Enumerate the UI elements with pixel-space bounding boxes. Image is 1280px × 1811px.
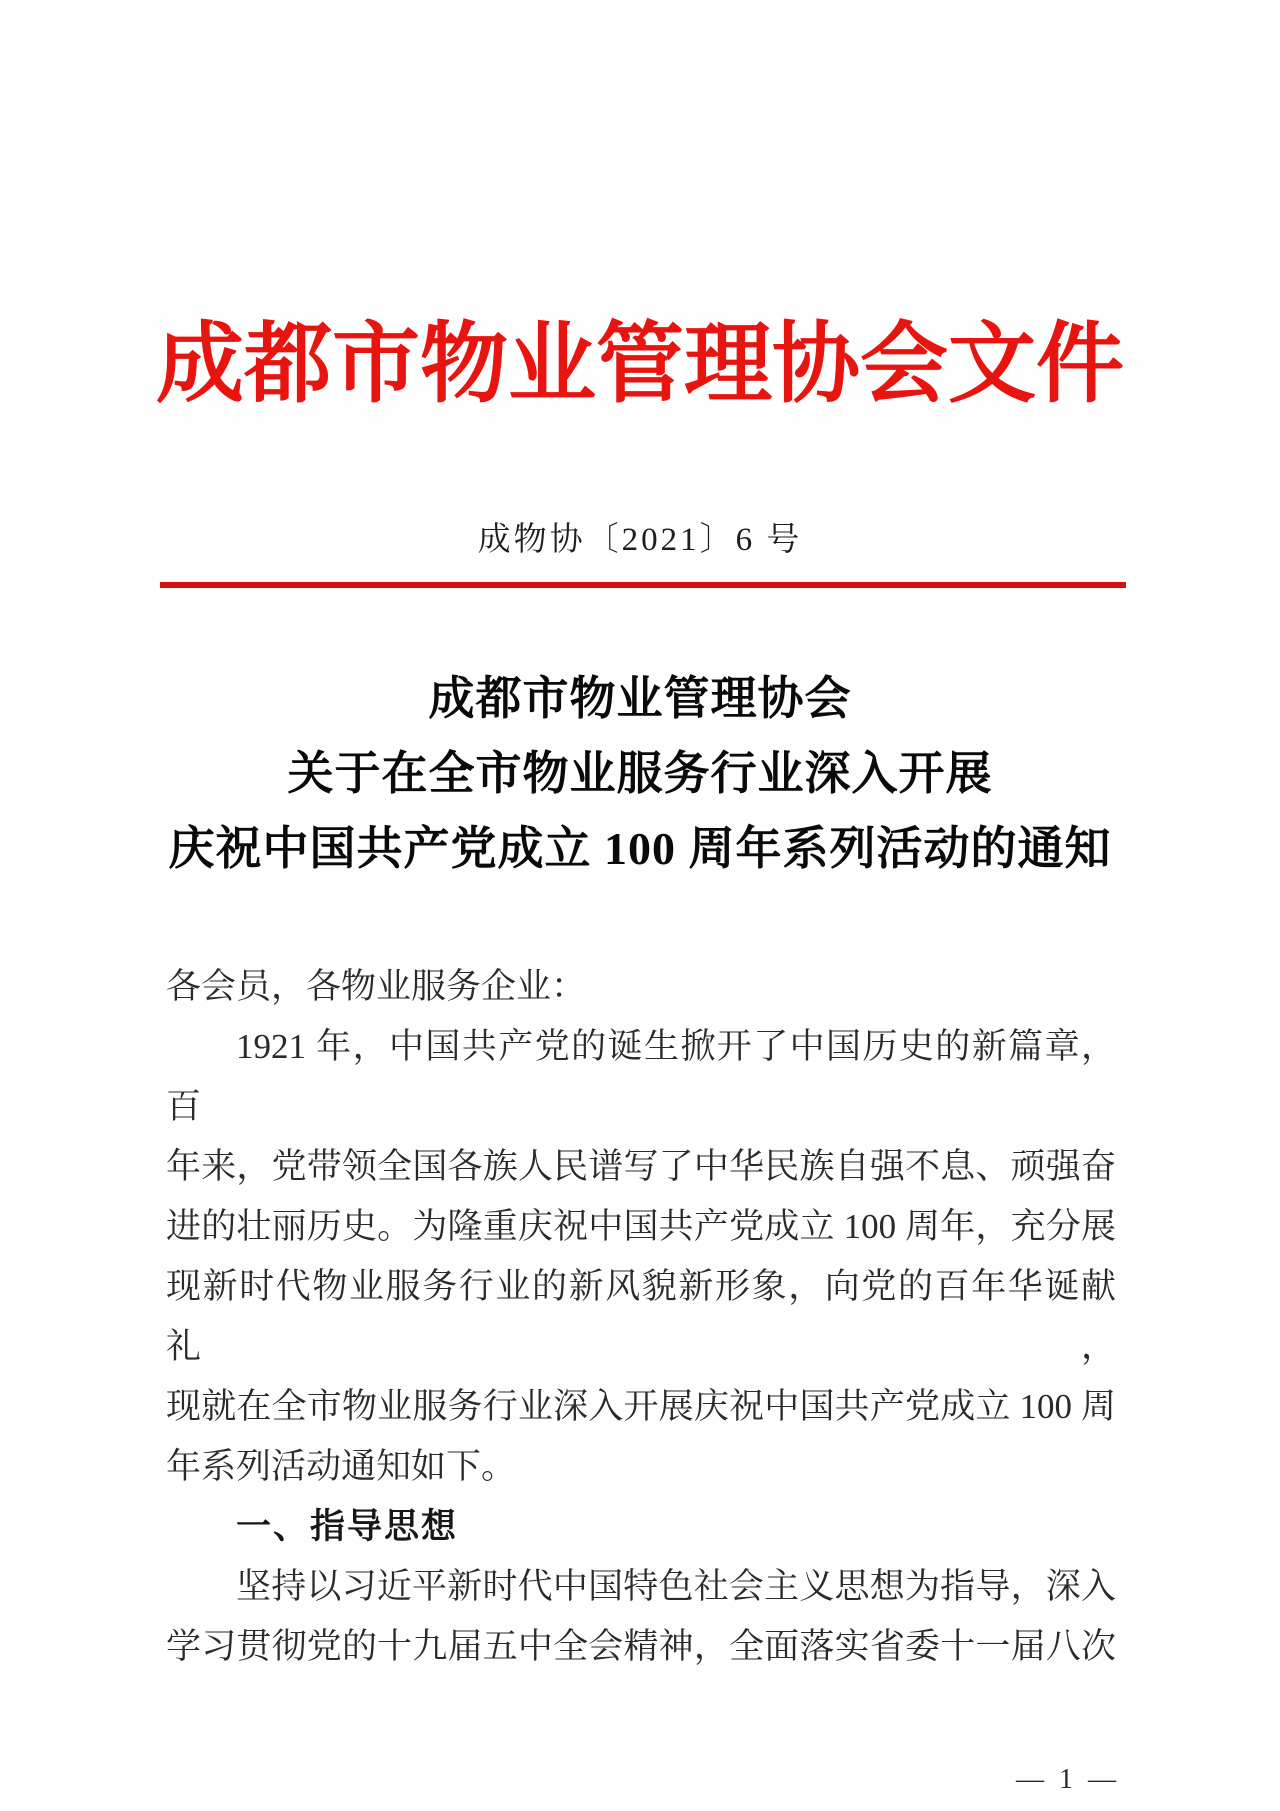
section-heading-1: 一、指导思想: [236, 1507, 459, 1546]
document-body: [166, 957, 1116, 1677]
paragraph1-line-3: 进的壮丽历史。为隆重庆祝中国共产党成立 100 周年，充分展: [166, 1207, 1116, 1246]
document-title-line-2: 关于在全市物业服务行业深入开展: [287, 748, 993, 799]
page-number: — 1 —: [1016, 1764, 1120, 1795]
doc-number: 成物协〔2021〕6 号: [477, 522, 803, 558]
paragraph1-line-4: 现新时代物业服务行业的新风貌新形象，向党的百年华诞献礼，: [166, 1267, 1116, 1366]
letterhead-divider-rule: [160, 582, 1126, 588]
paragraph1-line-6: 年系列活动通知如下。: [166, 1447, 517, 1486]
paragraph2-line-1: 坚持以习近平新时代中国特色社会主义思想为指导，深入: [236, 1567, 1116, 1606]
paragraph1-line-1: 1921 年，中国共产党的诞生掀开了中国历史的新篇章，百: [166, 1027, 1116, 1126]
document-title-line-1: 成都市物业管理协会: [428, 673, 852, 724]
page-footer: [0, 1765, 1280, 1795]
letterhead-org-title: 成都市物业管理协会文件: [155, 317, 1124, 414]
paragraph2-line-2: 学习贯彻党的十九届五中全会精神，全面落实省委十一届八次: [166, 1627, 1116, 1666]
paragraph1-line-5: 现就在全市物业服务行业深入开展庆祝中国共产党成立 100 周: [166, 1387, 1116, 1426]
document-title-line-3: 庆祝中国共产党成立 100 周年系列活动的通知: [168, 823, 1112, 874]
salutation-line: 各会员，各物业服务企业：: [166, 967, 587, 1006]
paragraph1-line-2: 年来，党带领全国各族人民谱写了中华民族自强不息、顽强奋: [166, 1147, 1116, 1186]
letterhead: [0, 317, 1280, 588]
document-title: [0, 661, 1280, 886]
